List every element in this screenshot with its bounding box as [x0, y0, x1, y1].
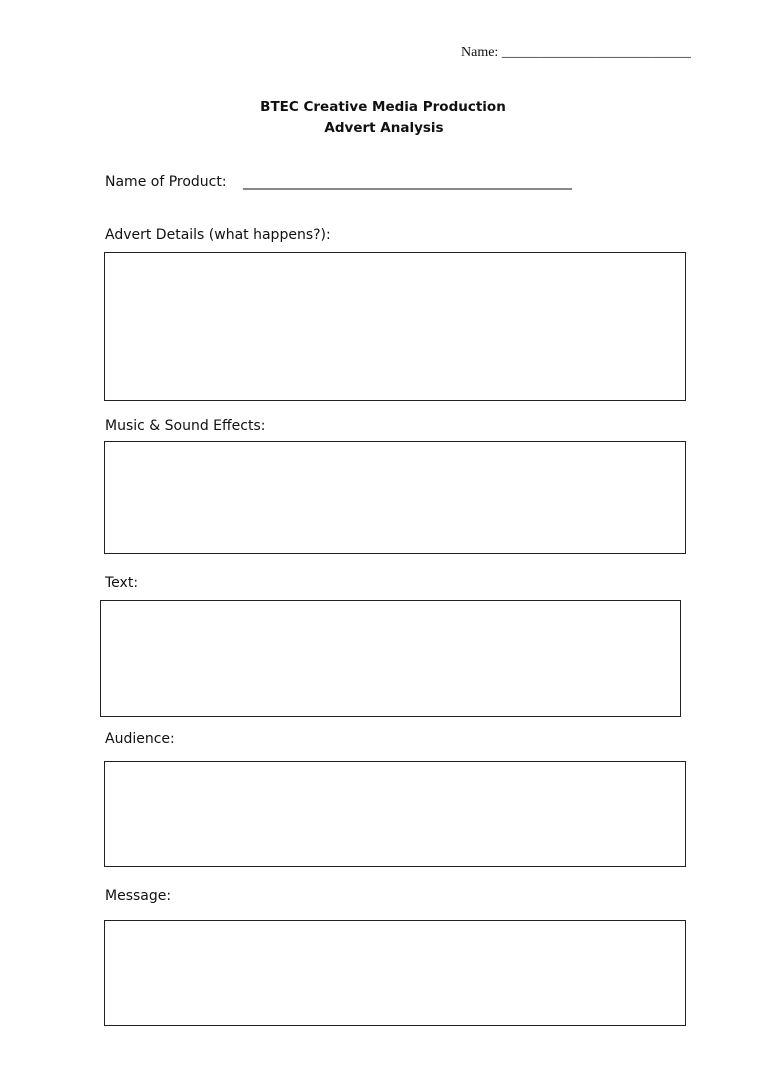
audience-label: Audience:: [105, 731, 175, 747]
music-sound-effects-label: Music & Sound Effects:: [105, 418, 266, 434]
text-box[interactable]: [100, 600, 681, 717]
audience-box[interactable]: [104, 761, 686, 867]
student-name-field[interactable]: Name: ___________________________: [461, 45, 691, 60]
product-name-field[interactable]: _______________________________________________: [243, 174, 572, 190]
text-label: Text:: [105, 575, 139, 591]
product-name-label: Name of Product:: [105, 174, 227, 190]
message-label: Message:: [105, 888, 172, 904]
advert-details-label: Advert Details (what happens?):: [105, 227, 331, 243]
music-sound-effects-box[interactable]: [104, 441, 686, 554]
message-box[interactable]: [104, 920, 686, 1026]
worksheet-title: BTEC Creative Media Production: [260, 99, 506, 115]
advert-details-box[interactable]: [104, 252, 686, 401]
worksheet-subtitle: Advert Analysis: [324, 120, 444, 136]
